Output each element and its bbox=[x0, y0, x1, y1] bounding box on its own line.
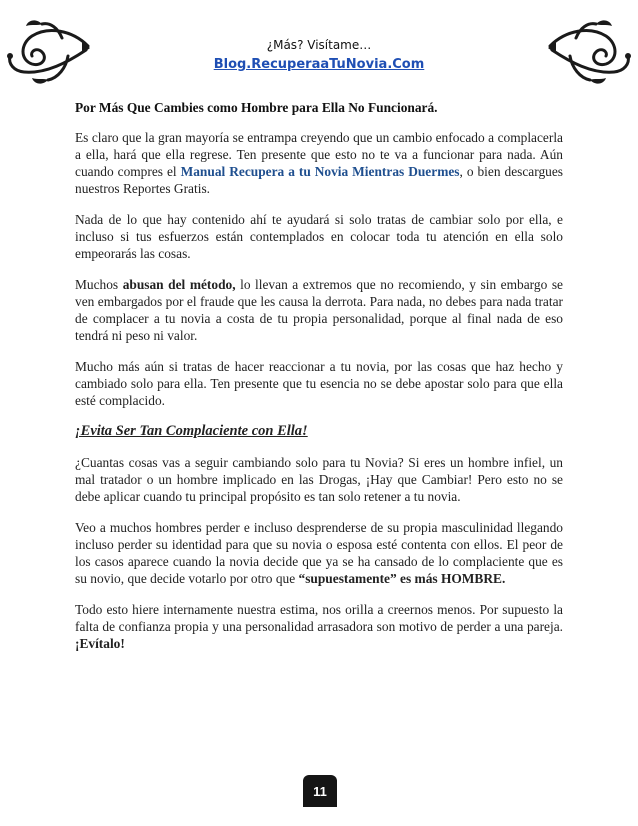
paragraph-1-text: Es claro que la gran mayoría se entrampa creyendo que un cambio enfocado a complacerla a ella, hará que ella regrese. Ten presente que esto no te va a funcionar para nada. Aún cuando compres el bbox=[75, 130, 563, 179]
article-body bbox=[75, 99, 563, 666]
paragraph-1-end: , o bien descargues nuestros Reportes Gratis. bbox=[75, 164, 564, 196]
blog-link[interactable]: Blog.RecuperaaTuNovia.Com bbox=[213, 57, 425, 72]
page-number-badge: 11 bbox=[303, 775, 337, 807]
paragraph-6-text: Veo a muchos hombres perder e incluso desprenderse de su propia masculinidad llegando incluso perder su identidad para que su novia o esposa esté contenta con ellos. El peor de los casos aparece cuando la novia decide que ya se ha cansado de lo complaciente que es su novio, que decide votarlo por otro que bbox=[75, 520, 563, 586]
paragraph-5: ¿Cuantas cosas vas a seguir cambiando solo para tu Novia? Si eres un hombre infiel, un mal tratador o un hombre implicado en las Drogas, ¡Hay que Cambiar! Pero esto no se debe aplicar cuando tu principal propósito es tan solo retener a tu novia. bbox=[75, 455, 563, 504]
paragraph-3-text: lo llevan a extremos que no recomiendo, y sin embargo se ven embargados por el fraude que les causa la derrota. Para nada, no debes para nada tratar de complacer a tu novia a costa de tu propia personalidad, porque al final nada de eso tendrá ni peso ni valor. bbox=[75, 277, 563, 343]
paragraph-4: Mucho más aún si tratas de hacer reaccionar a tu novia, por las cosas que haz hecho y cambiado solo para ella. Ten presente que tu esencia no se debe apostar solo para que ella esté complacido. bbox=[75, 359, 563, 408]
article-title: Por Más Que Cambies como Hombre para Ella No Funcionará. bbox=[75, 100, 438, 115]
section-subheading-text: ¡Evita Ser Tan Complaciente con Ella! bbox=[75, 423, 308, 439]
manual-link[interactable]: Manual Recupera a tu Novia Mientras Duermes bbox=[180, 164, 460, 179]
header-visit-text: ¿Más? Visítame… bbox=[266, 38, 372, 52]
paragraph-3-start: Muchos bbox=[75, 277, 123, 292]
paragraph-7-bold: ¡Evítalo! bbox=[75, 636, 125, 651]
paragraph-3 bbox=[75, 276, 563, 344]
paragraph-2: Nada de lo que hay contenido ahí te ayudará si solo tratas de cambiar solo por ella, e incluso si tus esfuerzos están contemplados en colocar toda tu atención en ella solo empeorarás las cosas. bbox=[75, 212, 563, 261]
paragraph-6-bold: “supuestamente” es más HOMBRE. bbox=[298, 571, 506, 586]
paragraph-1 bbox=[75, 129, 563, 197]
paragraph-7 bbox=[75, 601, 563, 652]
paragraph-3-bold: abusan del método, bbox=[122, 277, 236, 292]
section-subheading bbox=[75, 423, 563, 440]
paragraph-6 bbox=[75, 519, 563, 587]
paragraph-7-text: Todo esto hiere internamente nuestra estima, nos orilla a creernos menos. Por supuesto la falta de confianza propia y una personalidad arrasadora son motivo de perder a una pareja. bbox=[75, 602, 563, 634]
